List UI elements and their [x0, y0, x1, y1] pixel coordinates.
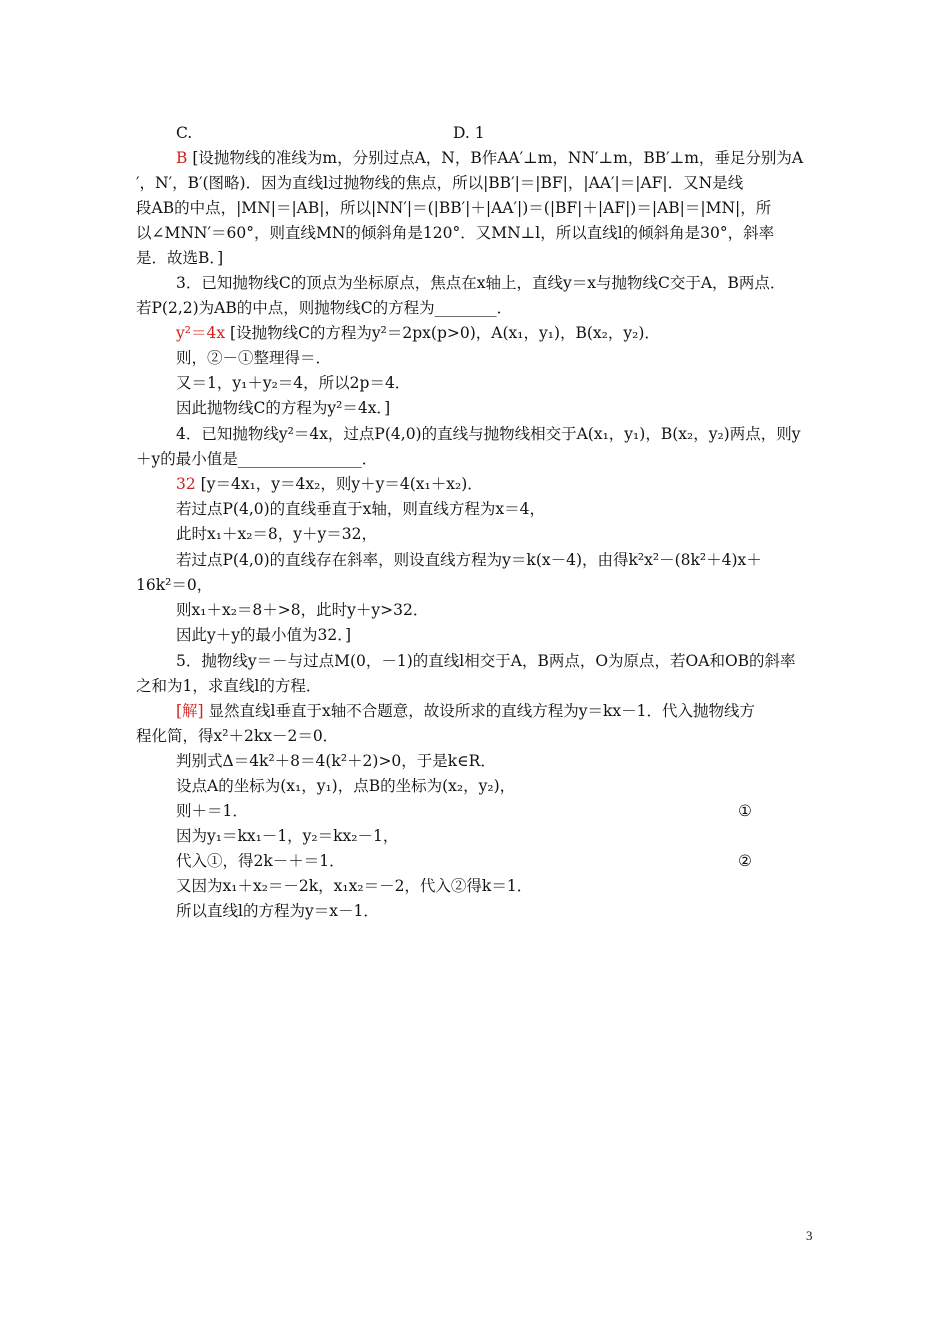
q5-solution-line-1 [176, 699, 755, 724]
q4-step-7: 因此y＋y的最小值为32．] [176, 626, 352, 644]
q4-answer: 32 [176, 475, 196, 493]
q3-question-line-1: 3．已知抛物线C的顶点为坐标原点，焦点在x轴上，直线y＝x与抛物线C交于A，B两点． [176, 274, 786, 292]
option-c: C. [176, 124, 193, 142]
q3-step-1: [设抛物线C的方程为y²＝2px(p>0)，A(x₁，y₁)，B(x₂，y₂)． [230, 324, 660, 342]
q5-step-9: 所以直线l的方程为y＝x－1． [176, 902, 379, 920]
q2-solution-line-2: ′，N′，B′(图略)．因为直线l过抛物线的焦点，所以|BB′|＝|BF|，|AA′|＝|AF|．又N是线 [136, 174, 744, 192]
q5-question-line-2: 之和为1，求直线l的方程． [136, 677, 322, 695]
q5-step-1: 显然直线l垂直于x轴不合题意，故设所求的直线方程为y＝kx－1．代入抛物线方 [208, 702, 755, 720]
q5-step-5: 则＋＝1． [176, 802, 248, 820]
q4-step-3: 此时x₁＋x₂＝8，y＋y＝32， [176, 525, 378, 543]
q3-step-4: 因此抛物线C的方程为y²＝4x．] [176, 399, 391, 417]
q4-step-6: 则x₁＋x₂＝8＋>8，此时y＋y>32． [176, 601, 429, 619]
q4-question-line-2: ＋y的最小值是________________． [136, 450, 378, 468]
q3-answer: y²＝4x [176, 324, 226, 342]
options-row [176, 121, 192, 146]
q2-text-1: [设抛物线的准线为m，分别过点A，N，B作AA′⊥m，NN′⊥m，BB′⊥m，垂足分别为A [192, 149, 804, 167]
option-d: D. 1 [453, 124, 485, 142]
q3-question-line-2: 若P(2,2)为AB的中点，则抛物线C的方程为________． [136, 299, 513, 317]
page-number: 3 [806, 1228, 813, 1243]
q5-step-2: 程化简，得x²＋2kx－2＝0． [136, 727, 339, 745]
q3-step-3: 又＝1，y₁＋y₂＝4，所以2p＝4． [176, 374, 411, 392]
q4-step-5: 16k²＝0， [136, 576, 213, 594]
q5-question-line-1: 5．抛物线y＝－与过点M(0，－1)的直线l相交于A，B两点，O为原点，若OA和OB的斜率 [176, 652, 796, 670]
q3-step-2: 则，②－①整理得＝． [176, 349, 332, 367]
q5-solution-label: [解] [176, 702, 204, 720]
q2-solution-line-1 [176, 146, 803, 171]
equation-tag-1: ① [738, 802, 752, 820]
q4-question-line-1: 4．已知抛物线y²＝4x，过点P(4,0)的直线与抛物线相交于A(x₁，y₁)，B(x₂，y₂)两点，则y [176, 425, 801, 443]
q5-step-7: 代入①，得2k－＋＝1． [176, 852, 345, 870]
q2-solution-line-4: 以∠MNN′＝60°，则直线MN的倾斜角是120°．又MN⊥l，所以直线l的倾斜角是30°，斜率 [136, 224, 775, 242]
q4-step-1: [y＝4x₁，y＝4x₂，则y＋y＝4(x₁＋x₂)． [200, 475, 483, 493]
q4-solution-line-1 [176, 472, 483, 497]
q2-answer: B [176, 149, 188, 167]
q5-step-6: 因为y₁＝kx₁－1，y₂＝kx₂－1， [176, 827, 399, 845]
q2-solution-line-5: 是．故选B．] [136, 249, 224, 267]
q5-step-3: 判别式Δ＝4k²＋8＝4(k²＋2)>0，于是k∈R． [176, 752, 496, 770]
q2-solution-line-3: 段AB的中点，|MN|＝|AB|，所以|NN′|＝(|BB′|＋|AA′|)＝(|BF|＋|AF|)＝|AB|＝|MN|，所 [136, 199, 772, 217]
q5-step-8: 又因为x₁＋x₂＝－2k，x₁x₂＝－2，代入②得k＝1． [176, 877, 533, 895]
q3-solution-line-1 [176, 321, 660, 346]
q4-step-4: 若过点P(4,0)的直线存在斜率，则设直线方程为y＝k(x－4)，由得k²x²－(8k²＋4)x＋ [176, 551, 762, 569]
q4-step-2: 若过点P(4,0)的直线垂直于x轴，则直线方程为x＝4， [176, 500, 546, 518]
q5-step-4: 设点A的坐标为(x₁，y₁)，点B的坐标为(x₂，y₂)， [176, 777, 516, 795]
equation-tag-2: ② [738, 852, 752, 870]
